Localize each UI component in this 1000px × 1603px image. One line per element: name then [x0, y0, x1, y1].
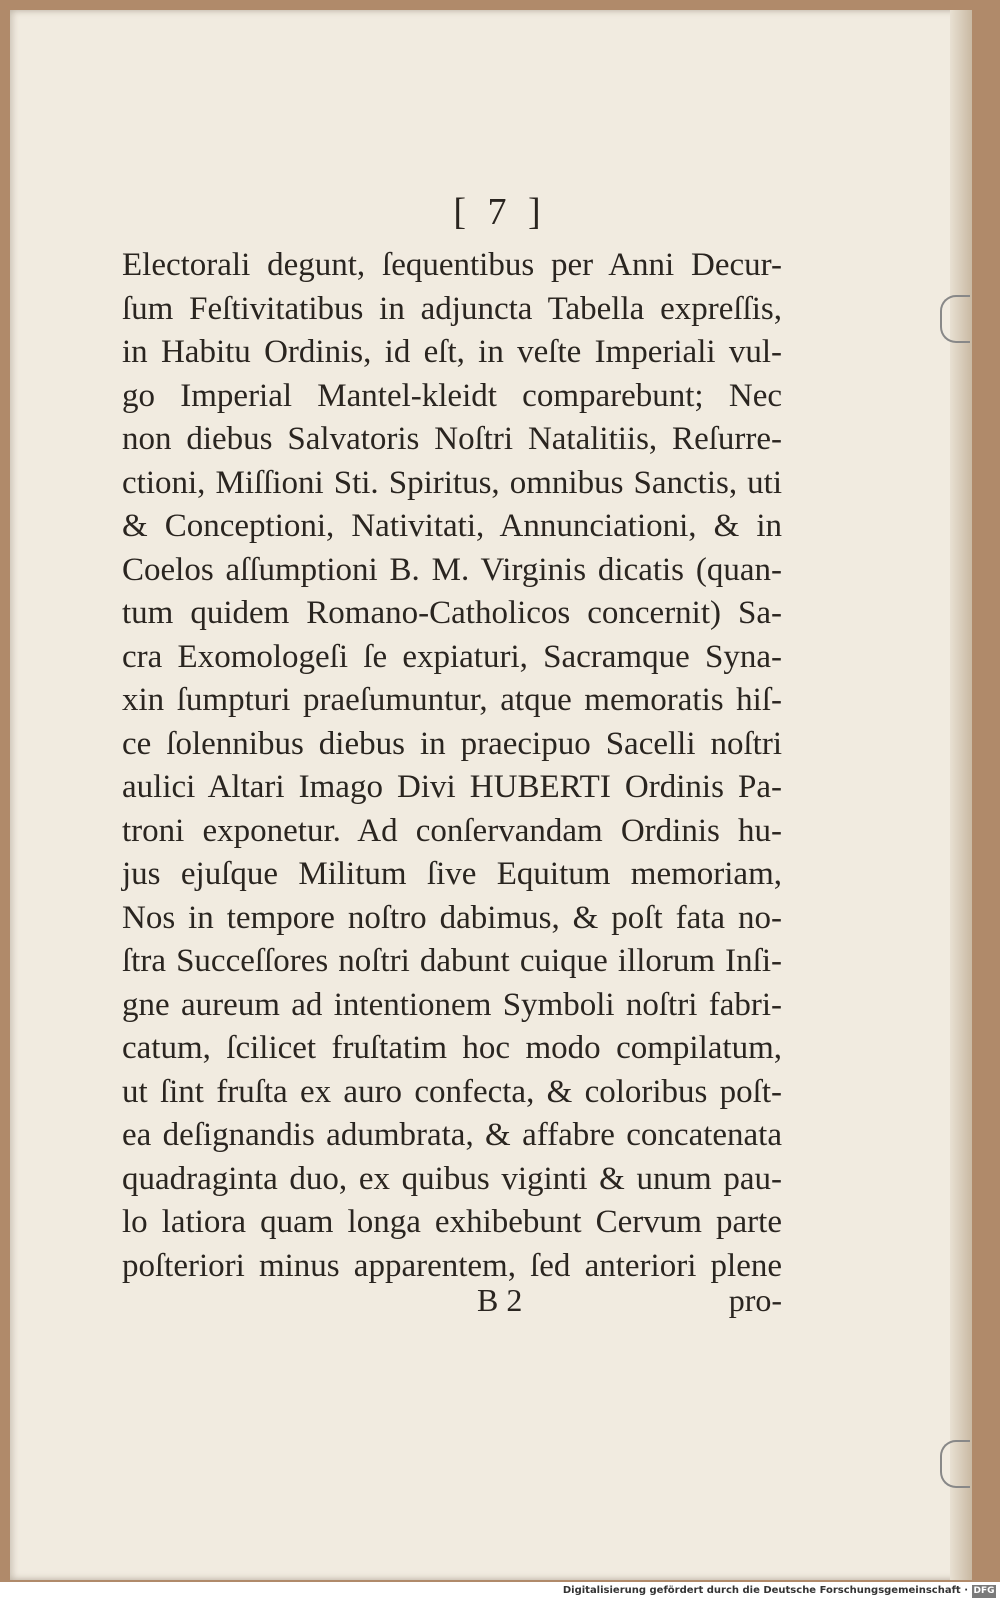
text-line: gne aureum ad intentionem Symboli noſtri fabri- [122, 986, 782, 1023]
body-text [122, 244, 782, 1288]
dfg-logo-icon: DFG [973, 1586, 995, 1596]
text-line: troni exponetur. Ad conſervandam Ordinis hu- [122, 812, 782, 849]
text-line: ce ſolennibus diebus in praecipuo Sacelli noſtri [122, 725, 782, 762]
text-line: ea deſignandis adumbrata, & affabre concatenata [122, 1117, 782, 1153]
text-line: lo latiora quam longa exhibebunt Cervum parte [122, 1204, 782, 1240]
text-line: & Conceptioni, Nativitati, Annunciationi, & in [122, 508, 782, 544]
catchword: pro- [728, 1282, 782, 1318]
text-line: cra Exomologeſi ſe expiaturi, Sacramque Syna- [122, 638, 782, 675]
text-line: xin ſumpturi praeſumuntur, atque memoratis hiſ- [122, 682, 782, 718]
text-line: quadraginta duo, ex quibus viginti & unum pau- [122, 1160, 782, 1197]
text-line: catum, ſcilicet fruſtatim hoc modo compilatum, [122, 1030, 782, 1066]
page-edge-shadow [950, 10, 972, 1580]
text-line: go Imperial Mantel-kleidt comparebunt; Nec [122, 377, 782, 414]
text-line: Coelos aſſumptioni B. M. Virginis dicatis (quan- [122, 551, 782, 588]
text-line: Electorali degunt, ſequentibus per Anni Decur- [122, 247, 782, 283]
page-clip-icon [940, 1440, 970, 1488]
text-line: ctioni, Miſſioni Sti. Spiritus, omnibus Sanctis, uti [122, 464, 782, 501]
text-line: ſum Feſtivitatibus in adjuncta Tabella expreſſis, [122, 290, 782, 327]
text-line: ſtra Succeſſores noſtri dabunt cuique illorum Inſi- [122, 943, 782, 979]
page-clip-icon [940, 295, 970, 343]
text-line: jus ejuſque Militum ſive Equitum memoriam, [122, 856, 782, 892]
funding-credit: Digitalisierung gefördert durch die Deutsche Forschungsgemeinschaft · [562, 1585, 968, 1596]
text-line: Nos in tempore noſtro dabimus, & poſt fata no- [122, 899, 782, 936]
text-line: in Habitu Ordinis, id eſt, in veſte Imperiali vul- [122, 334, 782, 370]
page-footer-row [122, 1282, 782, 1326]
text-line: ut ſint fruſta ex auro confecta, & coloribus poſt- [122, 1073, 782, 1110]
text-line: non diebus Salvatoris Noſtri Natalitiis, Reſurre- [122, 421, 782, 457]
signature-mark: B 2 [477, 1282, 523, 1318]
text-line: tum quidem Romano-Catholicos concernit) Sa- [122, 595, 782, 631]
digitization-footer [0, 1582, 1000, 1603]
text-line: poſteriori minus apparentem, ſed anteriori plene [122, 1247, 782, 1284]
text-line: aulici Altari Imago Divi HUBERTI Ordinis Pa- [122, 769, 782, 805]
page-number: [ 7 ] [453, 191, 547, 233]
